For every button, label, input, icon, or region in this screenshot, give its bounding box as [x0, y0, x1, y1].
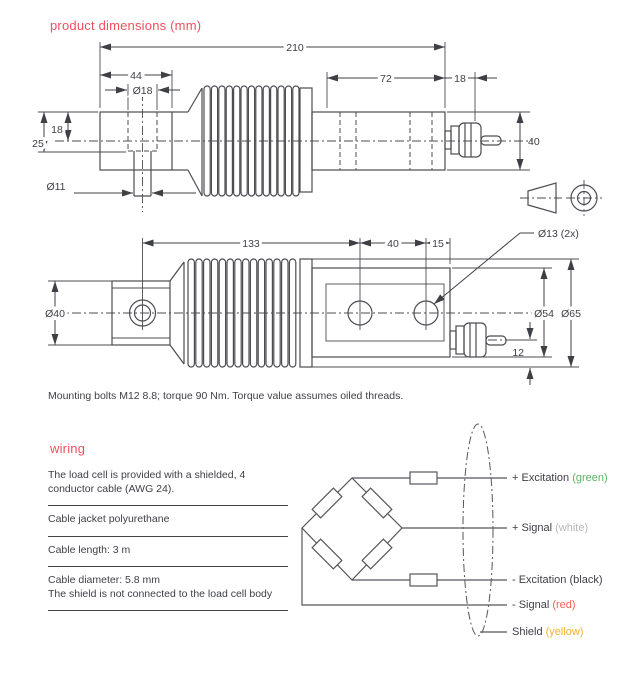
plan-cable-gland	[450, 323, 506, 357]
strain-gauge-4	[362, 539, 392, 569]
side-flange	[300, 88, 312, 192]
plan-body	[312, 268, 450, 357]
bridge-diamond	[302, 478, 402, 580]
dim-shaft-dia: Ø40	[45, 308, 65, 320]
dim-stud-dia: Ø11	[46, 181, 66, 193]
label-neg-signal: - Signal (red)	[512, 599, 576, 611]
label-neg-excitation: - Excitation (black)	[512, 574, 603, 586]
bellows-left-cone	[188, 88, 202, 196]
dim-block-width: 44	[130, 70, 142, 82]
cable-spec-list	[48, 462, 288, 611]
bolt-detail-view	[520, 180, 602, 216]
spec-jacket: Cable jacket polyurethane	[48, 506, 288, 537]
side-bellows	[204, 86, 299, 196]
dim-hole-to-edge: 15	[432, 238, 444, 250]
compensation-resistor-bottom	[410, 574, 437, 586]
cable-shield-ellipse	[463, 424, 493, 636]
label-pos-signal: + Signal (white)	[512, 522, 589, 534]
plan-bellows	[188, 259, 296, 367]
label-pos-excitation: + Excitation (green)	[512, 472, 608, 484]
cable-stub	[481, 136, 501, 145]
dim-cable-offset: 12	[512, 347, 524, 359]
dim-flange-dia: Ø65	[561, 308, 581, 320]
color-word-red: (red)	[552, 599, 576, 611]
compensation-resistor-top	[410, 472, 437, 484]
spec-length: Cable length: 3 m	[48, 537, 288, 568]
dim-overall-length: 210	[286, 42, 304, 54]
color-word-white: (white)	[555, 522, 589, 534]
dim-height-center: 18	[51, 124, 63, 136]
spec-shield-note: The shield is not connected to the load cell body	[48, 587, 273, 600]
strain-gauge-3	[312, 539, 342, 569]
dim-height-hole-bottom: 25	[32, 138, 44, 150]
spec-diameter-value: Cable diameter: 5.8 mm	[48, 574, 161, 586]
strain-gauge-2	[362, 488, 392, 518]
color-word-black: (black)	[569, 574, 603, 586]
cable-stub	[486, 336, 506, 345]
mounting-note: Mounting bolts M12 8.8; torque 90 Nm. Torque value assumes oiled threads.	[48, 390, 404, 402]
dim-hole-spacing: 40	[387, 238, 399, 250]
dim-body-dia: 40	[528, 136, 540, 148]
label-shield: Shield (yellow)	[512, 626, 584, 638]
dimensions-section-title: product dimensions (mm)	[50, 18, 202, 33]
dim-center-to-hole: 133	[242, 238, 260, 250]
color-word-yellow: (yellow)	[545, 626, 584, 638]
dim-gland-length: 18	[454, 73, 466, 85]
wiring-diagram	[290, 418, 510, 668]
color-word-green: (green)	[572, 472, 608, 484]
side-cable-gland	[445, 123, 501, 157]
dim-body-dia-plan: Ø54	[534, 308, 554, 320]
spec-conductors: The load cell is provided with a shielded, 4 conductor cable (AWG 24).	[48, 462, 288, 506]
strain-gauge-1	[312, 488, 342, 518]
dim-hole-dia: Ø18	[132, 85, 153, 97]
spec-diameter	[48, 567, 288, 611]
wiring-section-title: wiring	[50, 441, 86, 456]
dim-mount-holes: Ø13 (2x)	[538, 228, 579, 240]
dim-body-length: 72	[380, 73, 392, 85]
